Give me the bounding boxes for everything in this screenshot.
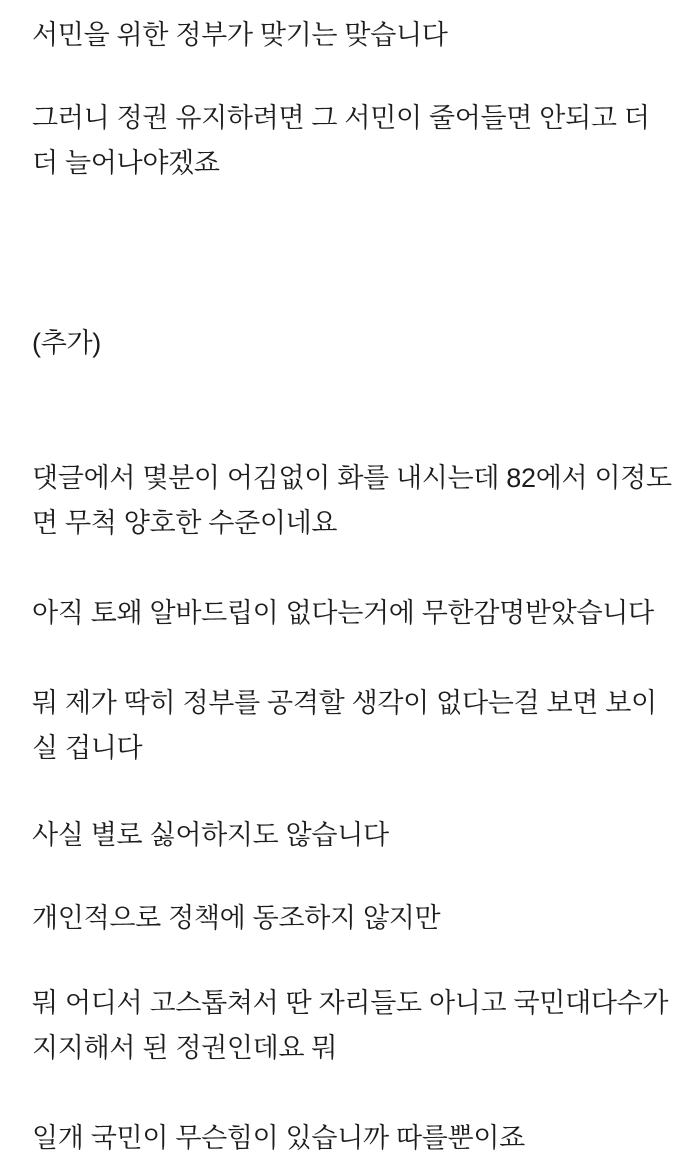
post-paragraph: 개인적으로 정책에 동조하지 않지만	[32, 903, 441, 933]
post-paragraph: 그러니 정권 유지하려면 그 서민이 줄어들면 안되고 더더 늘어나야겠죠	[32, 103, 650, 178]
post-paragraph: 아직 토왜 알바드립이 없다는거에 무한감명받았습니다	[32, 598, 654, 628]
post-paragraph: 댓글에서 몇분이 어김없이 화를 내시는데 82에서 이정도면 무척 양호한 수준이네요	[32, 463, 672, 538]
post-paragraph: (추가)	[32, 328, 101, 358]
post-paragraph: 뭐 제가 딱히 정부를 공격할 생각이 없다는걸 보면 보이실 겁니다	[32, 688, 657, 763]
post-paragraph: 뭐 어디서 고스톱쳐서 딴 자리들도 아니고 국민대다수가 지지해서 된 정권인데요 뭐	[32, 988, 669, 1063]
post-paragraph: 일개 국민이 무슨힘이 있습니까 따를뿐이죠	[32, 1123, 525, 1153]
post-paragraph: 서민을 위한 정부가 맞기는 맞습니다	[32, 20, 448, 50]
post-paragraph: 사실 별로 싫어하지도 않습니다	[32, 820, 389, 850]
